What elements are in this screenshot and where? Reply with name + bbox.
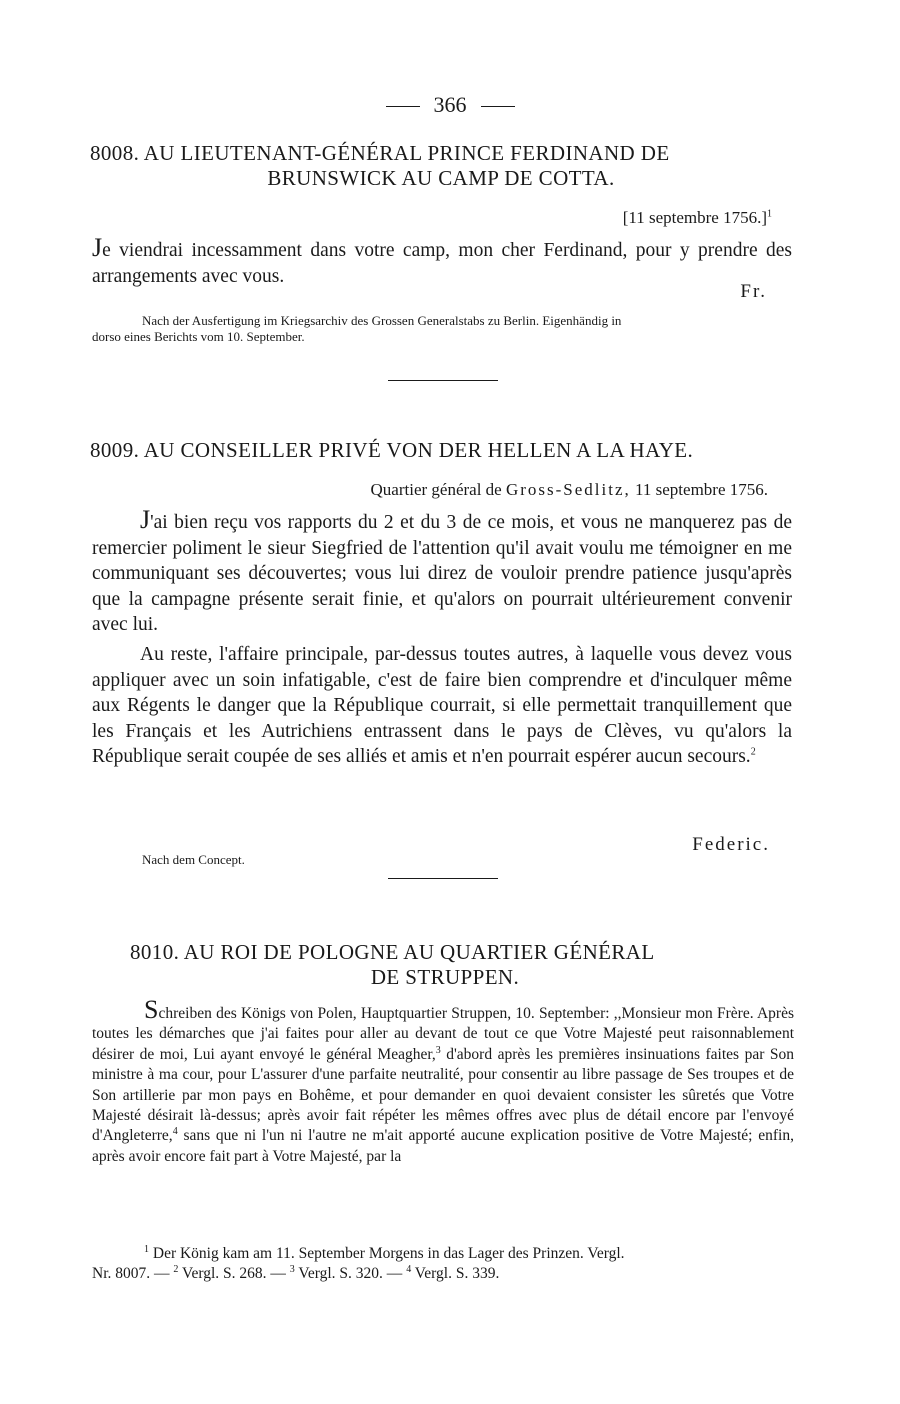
footnote-1-text: Der König kam am 11. September Morgens in das Lager des Prinzen. Vergl. [152, 1245, 625, 1262]
footnote-3-text: Vergl. S. 320. — [298, 1265, 407, 1282]
date-place: Gross-Sedlitz, [505, 480, 631, 499]
section-8009-source: Nach dem Concept. [142, 852, 245, 867]
page-number-text: 366 [433, 92, 467, 117]
section-8008-date [623, 208, 772, 228]
section-8010-text-c: sans que ni l'un ni l'autre ne m'ait apporté aucune explication positive de Votre Majesté; enfin, après avoir encore fait part à Votre Majesté, par la [92, 1127, 794, 1165]
date-prefix: Quartier général de [370, 480, 502, 499]
section-8008-source-line2: dorso eines Berichts vom 10. September. [92, 329, 305, 344]
dropcap-j-2: J [140, 505, 151, 534]
section-8009-heading-text: 8009. AU CONSEILLER PRIVÉ VON DER HELLEN A LA HAYE. [90, 438, 694, 462]
footnote-ref-2: 2 [750, 746, 756, 758]
section-8009-signature: Federic. [692, 834, 770, 855]
section-8008-signature: Fr. [740, 281, 767, 302]
section-8010-text-a: chreiben des Königs von Polen, Hauptquartier Struppen, 10. September: ,,Monsieur mon Frère. Après toutes les démarches que j'ai faites pour aller au devant de tout ce que Votre Majesté peut raisonnablement désirer de moi, Lui ayant envoyé le général Meagher, [92, 1005, 794, 1063]
footnote-1-continuation: Nr. 8007. — [92, 1265, 174, 1282]
footnote-3-marker: 3 [289, 1263, 295, 1275]
section-8008-body-text: e viendrai incessamment dans votre camp, mon cher Ferdinand, pour y prendre des arrangements avec vous. [92, 240, 792, 287]
footnote-2-marker: 2 [173, 1263, 179, 1275]
section-8009-paragraph-1: 'ai bien reçu vos rapports du 2 et du 3 de ce mois, et vous ne manquerez pas de remercier poliment le sieur Siegfried de l'attention qu'il avait voulu me témoigner en me communiquant ses découvertes; vous lui direz de vouloir prendre patience jusqu'après que la campagne présente serait finie, et qu'alors on pourrait ultérieurement convenir avec lui. [92, 512, 792, 636]
section-8008-body [92, 233, 792, 289]
section-8008-date-text: [11 septembre 1756.] [622, 208, 767, 227]
date-suffix: 11 septembre 1756. [635, 480, 768, 499]
page-number [0, 92, 900, 118]
dash-left [386, 106, 420, 107]
section-8009-body [92, 505, 792, 770]
section-8010-body [92, 995, 794, 1167]
section-8008-source [92, 313, 621, 345]
section-8009-date [371, 480, 768, 500]
footnote-4-text: Vergl. S. 339. [414, 1265, 500, 1282]
section-8010-heading-line1: 8010. AU ROI DE POLOGNE AU QUARTIER GÉNÉRAL [130, 940, 655, 964]
section-8010-heading [130, 940, 760, 990]
footnote-2-text: Vergl. S. 268. — [181, 1265, 290, 1282]
section-divider-2 [388, 878, 498, 879]
footnote-4-marker: 4 [406, 1263, 412, 1275]
footnotes [92, 1244, 796, 1284]
section-8010-text-b: d'abord après les premières insinuations faites par Son ministre à ma cour, pour L'assurer d'une parfaite neutralité, pour consentir au libre passage de Ses troupes et de Son artillerie par mon pays en Bohême, et pour demander en quoi devaient consister les sûretés que Votre Majesté désirait là-dessus; après avoir fait répéter les mêmes offres avec plus de détail encore par l'envoyé d'Angleterre, [92, 1045, 794, 1145]
dash-right [481, 106, 515, 107]
section-8008-heading-line1: 8008. AU LIEUTENANT-GÉNÉRAL PRINCE FERDINAND DE [90, 141, 670, 165]
section-8009-paragraph-2: Au reste, l'affaire principale, par-dessus toutes autres, à laquelle vous devez vous appliquer avec un soin infatigable, c'est de faire bien comprendre et d'inculquer même aux Régents le danger que la République courrait, si elle permettait tranquillement que les Français et les Autrichiens entrassent dans le pays de Clèves, vu qu'alors la République serait coupée de ses alliés et amis et n'en pourrait espérer aucun secours. [92, 643, 792, 768]
section-8009-heading [90, 438, 792, 463]
footnote-1-marker: 1 [144, 1243, 149, 1255]
dropcap-j: J [92, 233, 103, 262]
section-divider-1 [388, 380, 498, 381]
dropcap-s: S [144, 995, 159, 1024]
section-8008-heading [90, 141, 792, 191]
section-8008-heading-line2: BRUNSWICK AU CAMP DE COTTA. [267, 166, 615, 190]
footnote-ref-1: 1 [767, 208, 772, 220]
footnote-ref-4: 4 [172, 1126, 178, 1138]
section-8008-source-line1: Nach der Ausfertigung im Kriegsarchiv des Grossen Generalstabs zu Berlin. Eigenhändig in [142, 313, 622, 328]
section-8010-heading-line2: DE STRUPPEN. [370, 965, 520, 989]
footnote-ref-3: 3 [435, 1044, 441, 1056]
